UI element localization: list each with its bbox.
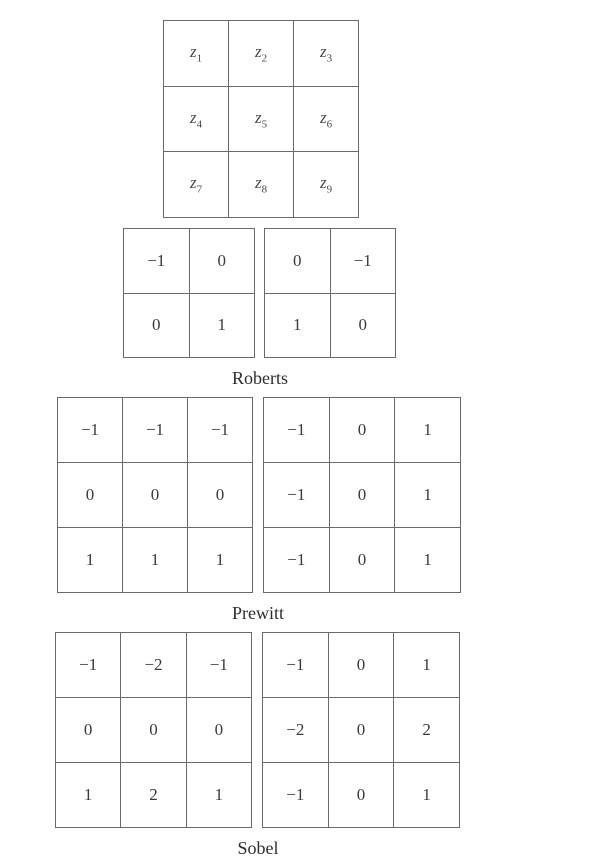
- neighborhood-row: [164, 21, 359, 87]
- mask-cell: 0: [56, 698, 121, 763]
- sobel-mask-1: [55, 632, 252, 828]
- roberts-mask-2: [264, 228, 396, 358]
- mask-cell: 0: [58, 463, 123, 528]
- mask-cell: −1: [56, 633, 121, 698]
- mask-cell: 0: [186, 698, 251, 763]
- mask-cell: 0: [188, 463, 253, 528]
- mask-cell: 1: [394, 763, 460, 828]
- mask-row: [263, 633, 460, 698]
- mask-row: [264, 463, 461, 528]
- mask-cell: 1: [265, 293, 331, 358]
- neighborhood-cell: $z_3$: [294, 21, 359, 87]
- mask-row: [263, 698, 460, 763]
- neighborhood-cell: $z_2$: [229, 21, 294, 87]
- mask-cell: 0: [121, 698, 186, 763]
- mask-row: [124, 293, 255, 358]
- mask-row: [263, 763, 460, 828]
- mask-cell: 0: [329, 463, 395, 528]
- prewitt-mask-2: [263, 397, 461, 593]
- mask-cell: −2: [121, 633, 186, 698]
- mask-cell: −1: [124, 229, 190, 294]
- mask-cell: 0: [328, 633, 394, 698]
- mask-cell: −1: [58, 398, 123, 463]
- neighborhood-cell: $z_1$: [164, 21, 229, 87]
- neighborhood-grid: [163, 20, 359, 218]
- mask-cell: 0: [329, 398, 395, 463]
- roberts-caption: Roberts: [232, 368, 288, 388]
- sobel-caption: Sobel: [237, 838, 279, 858]
- mask-cell: 0: [265, 229, 331, 294]
- sobel-mask-2: [262, 632, 460, 828]
- mask-row: [265, 293, 396, 358]
- mask-cell: 1: [395, 528, 461, 593]
- mask-row: [264, 528, 461, 593]
- mask-cell: 0: [328, 763, 394, 828]
- mask-cell: 0: [330, 293, 396, 358]
- mask-row: [56, 763, 252, 828]
- mask-row: [58, 398, 253, 463]
- mask-cell: 1: [188, 528, 253, 593]
- mask-cell: 1: [395, 398, 461, 463]
- mask-cell: 1: [186, 763, 251, 828]
- mask-row: [56, 633, 252, 698]
- mask-row: [124, 229, 255, 294]
- mask-cell: −1: [264, 528, 330, 593]
- mask-cell: −1: [263, 763, 329, 828]
- neighborhood-cell: $z_9$: [294, 152, 359, 218]
- mask-cell: 0: [329, 528, 395, 593]
- mask-cell: −1: [186, 633, 251, 698]
- mask-cell: −1: [123, 398, 188, 463]
- mask-cell: 1: [189, 293, 255, 358]
- neighborhood-cell: $z_8$: [229, 152, 294, 218]
- mask-cell: −1: [330, 229, 396, 294]
- mask-cell: 0: [328, 698, 394, 763]
- mask-cell: 1: [394, 633, 460, 698]
- mask-cell: 1: [56, 763, 121, 828]
- mask-cell: 0: [123, 463, 188, 528]
- mask-cell: 0: [124, 293, 190, 358]
- mask-cell: −2: [263, 698, 329, 763]
- mask-cell: −1: [264, 398, 330, 463]
- prewitt-caption: Prewitt: [232, 603, 284, 623]
- mask-cell: 1: [123, 528, 188, 593]
- mask-row: [265, 229, 396, 294]
- neighborhood-row: [164, 152, 359, 218]
- mask-row: [56, 698, 252, 763]
- mask-row: [58, 463, 253, 528]
- neighborhood-row: [164, 86, 359, 152]
- roberts-mask-1: [123, 228, 255, 358]
- neighborhood-cell: $z_4$: [164, 86, 229, 152]
- mask-cell: 1: [395, 463, 461, 528]
- mask-row: [58, 528, 253, 593]
- neighborhood-cell: $z_6$: [294, 86, 359, 152]
- neighborhood-cell: $z_7$: [164, 152, 229, 218]
- mask-cell: 1: [58, 528, 123, 593]
- mask-row: [264, 398, 461, 463]
- mask-cell: 2: [394, 698, 460, 763]
- mask-cell: −1: [188, 398, 253, 463]
- mask-cell: 2: [121, 763, 186, 828]
- mask-cell: −1: [263, 633, 329, 698]
- mask-cell: −1: [264, 463, 330, 528]
- mask-cell: 0: [189, 229, 255, 294]
- neighborhood-cell: $z_5$: [229, 86, 294, 152]
- prewitt-mask-1: [57, 397, 253, 593]
